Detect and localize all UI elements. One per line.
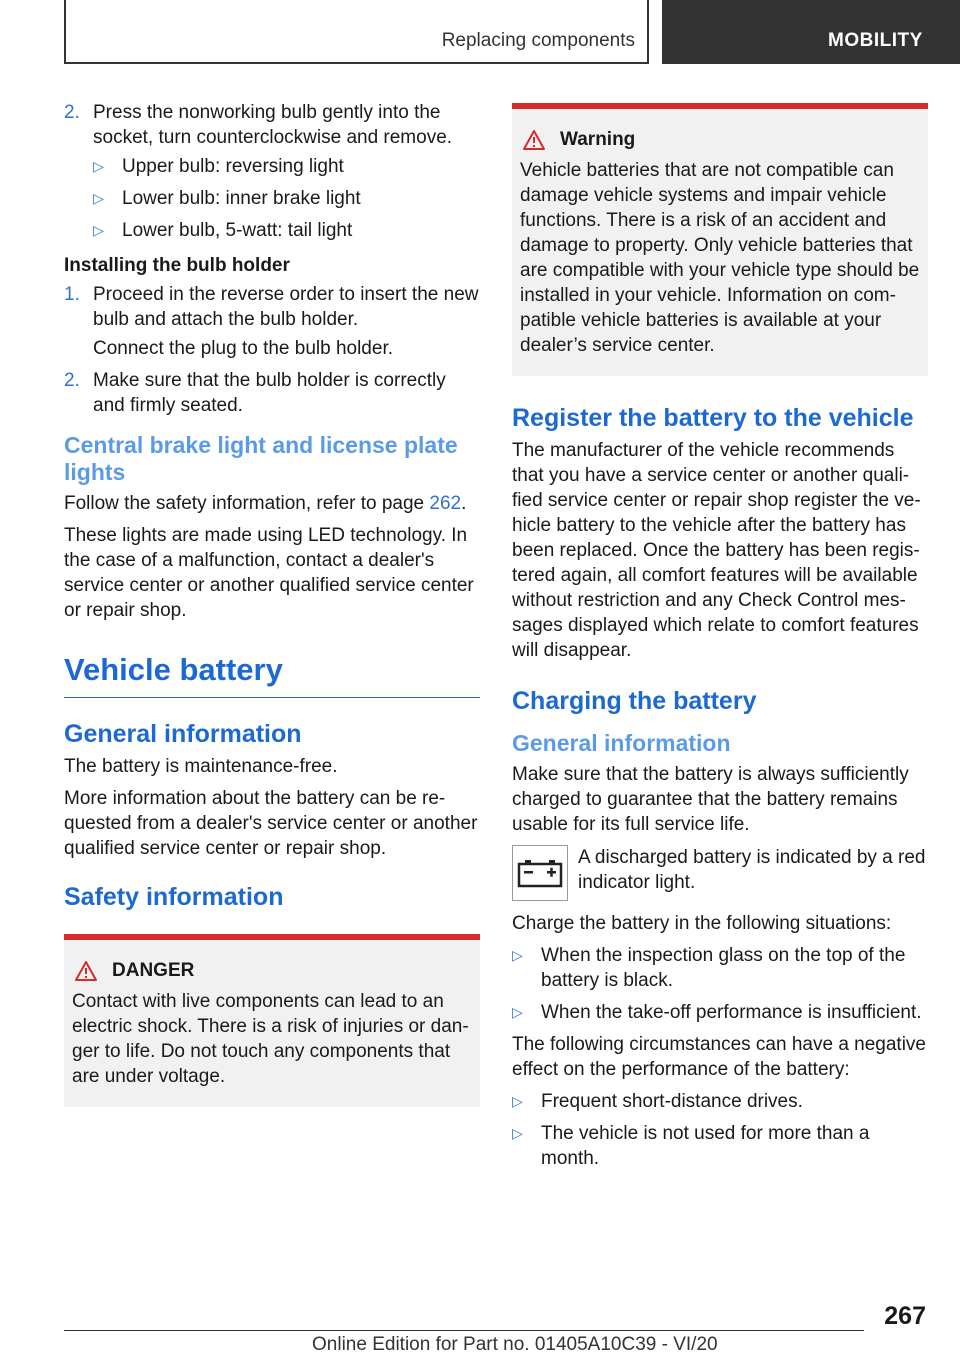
led-text: These lights are made using LED technology. In the case of a malfunction, contact a dealer's service center or another qualified service center or repair shop.: [64, 525, 474, 621]
list-item: ▷ When the inspection glass on the top of the battery is black.: [512, 945, 906, 991]
install-step-1-sub: Connect the plug to the bulb holder.: [93, 338, 394, 359]
page-header-title: Replacing components: [441, 30, 635, 51]
bullet-triangle-icon: ▷: [512, 947, 523, 963]
register-heading: Register the battery to the vehicle: [512, 404, 914, 432]
safety-info-heading: Safety information: [64, 883, 284, 911]
install-step-2: [64, 368, 480, 418]
general-info-heading: General information: [64, 720, 302, 748]
danger-title: DANGER: [112, 960, 195, 981]
central-brake-heading: Central brake light and license plate lights: [64, 432, 458, 485]
list-item: ▷ When the take-off performance is insufficient.: [512, 1002, 922, 1023]
bullet-triangle-icon: ▷: [512, 1004, 523, 1020]
bulb-list: [64, 154, 480, 243]
page-number: 267: [884, 1302, 926, 1330]
section-label: MOBILITY: [828, 30, 923, 51]
list-item: ▷ Upper bulb: reversing light: [93, 156, 344, 177]
danger-text: Contact with live components can lead to an electric shock. There is a risk of injuries or dan‐ger to life. Do not touch any components that are under voltage.: [72, 991, 469, 1087]
step-number: 1.: [64, 284, 80, 305]
warning-header: [520, 127, 920, 152]
footer-divider: [64, 1330, 864, 1331]
bullet-triangle-icon: ▷: [512, 1093, 523, 1109]
left-column: [64, 100, 480, 1127]
step-number: 2.: [64, 370, 80, 391]
register-text: The manufacturer of the vehicle recommends that you have a service center or another quali‐fied service center or repair shop register the ve‐hicle battery to the vehicle after the battery has been replaced. Once the battery has been regis‐tered again, all comfort features will be available without restriction and any Check Control mes‐sages displayed which relate to comfort features will disappear.: [512, 440, 921, 661]
follow-safety-text: Follow the safety information, refer to page 262.: [64, 493, 467, 514]
warning-text: Vehicle batteries that are not compatible can damage vehicle systems and impair vehicle functions. There is a risk of an accident and damage to property. Only vehicle batteries that are compatible with your vehicle type should be installed in your vehicle. Information on com‐patible vehicle batteries is available at your dealer’s service center.: [520, 160, 920, 356]
vehicle-battery-heading: Vehicle battery: [64, 651, 480, 698]
header-title-box: [64, 0, 649, 64]
bullet-triangle-icon: ▷: [512, 1125, 523, 1141]
header-section-tab: [662, 0, 960, 64]
warning-title: Warning: [560, 129, 636, 150]
bullet-triangle-icon: ▷: [93, 222, 104, 238]
battery-indicator-icon: [512, 845, 568, 901]
step-2: [64, 100, 480, 150]
list-item: ▷ Frequent short-distance drives.: [512, 1091, 803, 1112]
warning-triangle-icon: [522, 129, 546, 151]
install-step-1: [64, 282, 480, 332]
right-column: [512, 100, 928, 1178]
maintenance-text: The battery is maintenance-free.: [64, 756, 338, 777]
indicator-row: [512, 845, 928, 901]
sufficient-text: Make sure that the battery is always sufficiently charged to guarantee that the battery remains usable for its full service life.: [512, 764, 909, 835]
step-text: Proceed in the reverse order to insert the new bulb and attach the bulb holder.: [93, 284, 479, 330]
edition-text: Online Edition for Part no. 01405A10C39 - VI/20: [312, 1334, 718, 1355]
bullet-triangle-icon: ▷: [93, 190, 104, 206]
general-info-heading: General information: [512, 730, 731, 756]
list-item: ▷ The vehicle is not used for more than a month.: [512, 1123, 870, 1169]
install-label: Installing the bulb holder: [64, 255, 290, 276]
indicator-text: A discharged battery is indicated by a red indicator light.: [578, 847, 926, 893]
circumstances-text: The following circumstances can have a negative effect on the performance of the battery:: [512, 1034, 927, 1080]
situations-text: Charge the battery in the following situations:: [512, 913, 892, 934]
danger-header: [72, 958, 472, 983]
bullet-triangle-icon: ▷: [93, 158, 104, 174]
step-number: 2.: [64, 102, 80, 123]
list-item: ▷ Lower bulb: inner brake light: [93, 188, 361, 209]
more-info-text: More information about the battery can be re‐quested from a dealer's service center or another qualified service center or repair shop.: [64, 788, 478, 859]
charging-heading: Charging the battery: [512, 687, 757, 715]
warning-box: [512, 103, 928, 376]
danger-box: [64, 934, 480, 1107]
step-text: Press the nonworking bulb gently into the socket, turn counterclockwise and remove.: [93, 102, 453, 148]
list-item: ▷ Lower bulb, 5-watt: tail light: [93, 220, 353, 241]
step-text: Make sure that the bulb holder is correctly and firmly seated.: [93, 370, 446, 416]
warning-triangle-icon: [74, 960, 98, 982]
page-link[interactable]: 262: [429, 493, 462, 514]
